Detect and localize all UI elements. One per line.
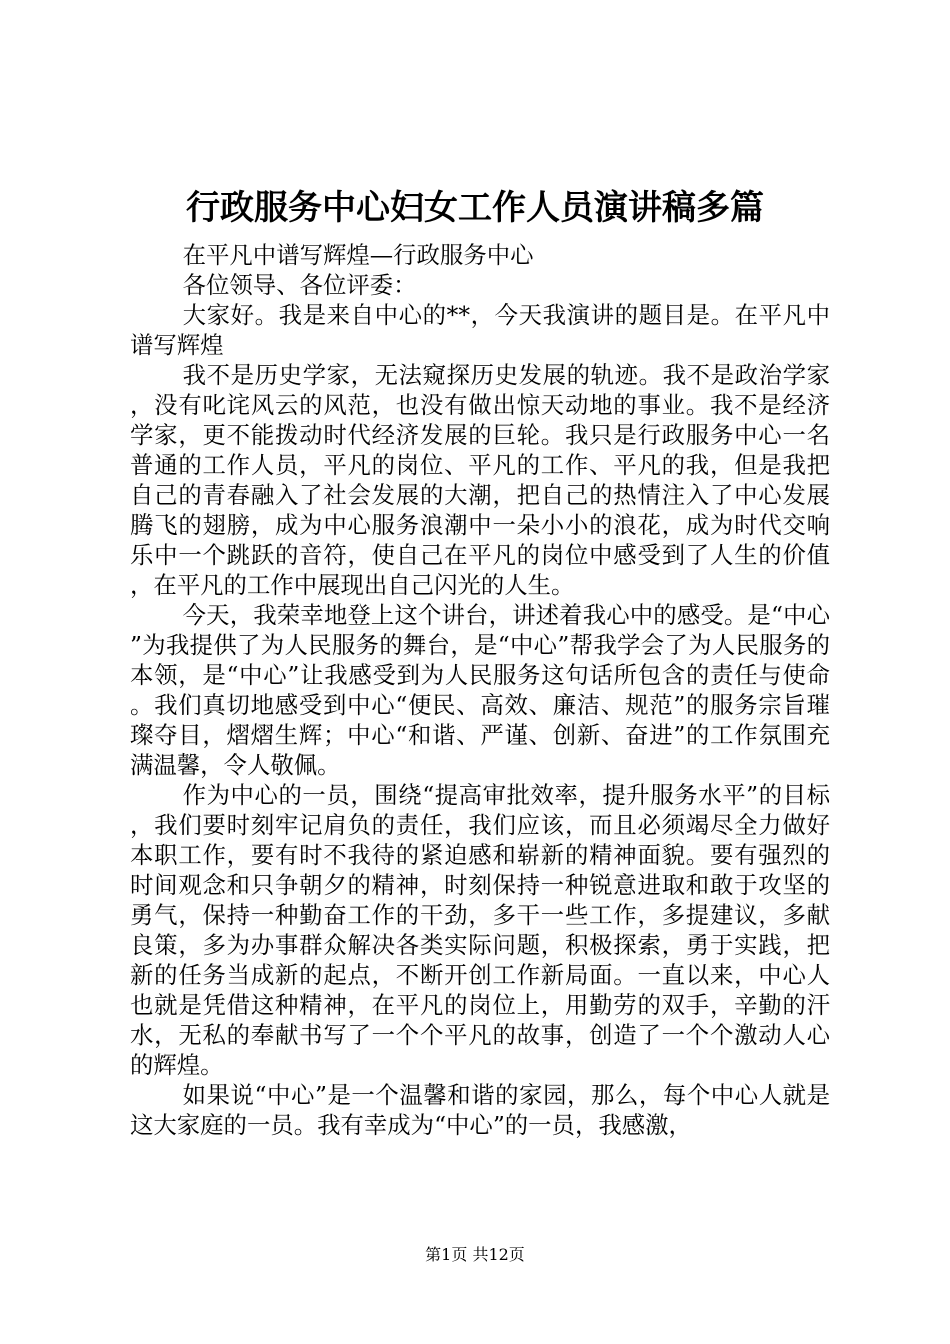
body-paragraph: 今天，我荣幸地登上这个讲台，讲述着我心中的感受。是“中心”为我提供了为人民服务的舞台，是“中心”帮我学会了为人民服务的本领，是“中心”让我感受到为人民服务这句话所包含的责任与使命。我们真切地感受到中心“便民、高效、廉洁、规范”的服务宗旨璀璨夺目，熠熠生辉；中心“和谐、严谨、创新、奋进”的工作氛围充满温馨，令人敬佩。: [130, 601, 830, 779]
subtitle-paragraph: 在平凡中谱写辉煌—行政服务中心: [182, 241, 534, 269]
body-paragraph: 作为中心的一员，围绕“提高审批效率，提升服务水平”的目标，我们要时刻牢记肩负的责任，我们应该，而且必须竭尽全力做好本职工作，要有时不我待的紧迫感和崭新的精神面貌。要有强烈的时间观念和只争朝夕的精神，时刻保持一种锐意进取和敢于攻坚的勇气，保持一种勤奋工作的干劲，多干一些工作，多提建议，多献良策，多为办事群众解决各类实际问题，积极探索，勇于实践，把新的任务当成新的起点，不断开创工作新局面。一直以来，中心人也就是凭借这种精神，在平凡的岗位上，用勤劳的双手，辛勤的汗水，无私的奉献书写了一个个平凡的故事，创造了一个个激动人心的辉煌。: [130, 781, 830, 1079]
document-body: [130, 240, 830, 1140]
salutation-paragraph: 各位领导、各位评委：: [182, 271, 417, 299]
page-number-footer: 第1页 共12页: [425, 1245, 525, 1264]
document-title: 行政服务中心妇女工作人员演讲稿多篇: [186, 188, 764, 228]
body-paragraph: 如果说“中心”是一个温馨和谐的家园，那么，每个中心人就是这大家庭的一员。我有幸成为“中心”的一员，我感激，: [130, 1081, 830, 1139]
greeting-paragraph: 大家好。我是来自中心的**，今天我演讲的题目是。在平凡中谱写辉煌: [130, 301, 830, 359]
body-paragraph: 我不是历史学家，无法窥探历史发展的轨迹。我不是政治学家，没有叱诧风云的风范，也没有做出惊天动地的事业。我不是经济学家，更不能拨动时代经济发展的巨轮。我只是行政服务中心一名普通的工作人员，平凡的岗位、平凡的工作、平凡的我，但是我把自己的青春融入了社会发展的大潮，把自己的热情注入了中心发展腾飞的翅膀，成为中心服务浪潮中一朵小小的浪花，成为时代交响乐中一个跳跃的音符，使自己在平凡的岗位中感受到了人生的价值，在平凡的工作中展现出自己闪光的人生。: [130, 361, 830, 599]
